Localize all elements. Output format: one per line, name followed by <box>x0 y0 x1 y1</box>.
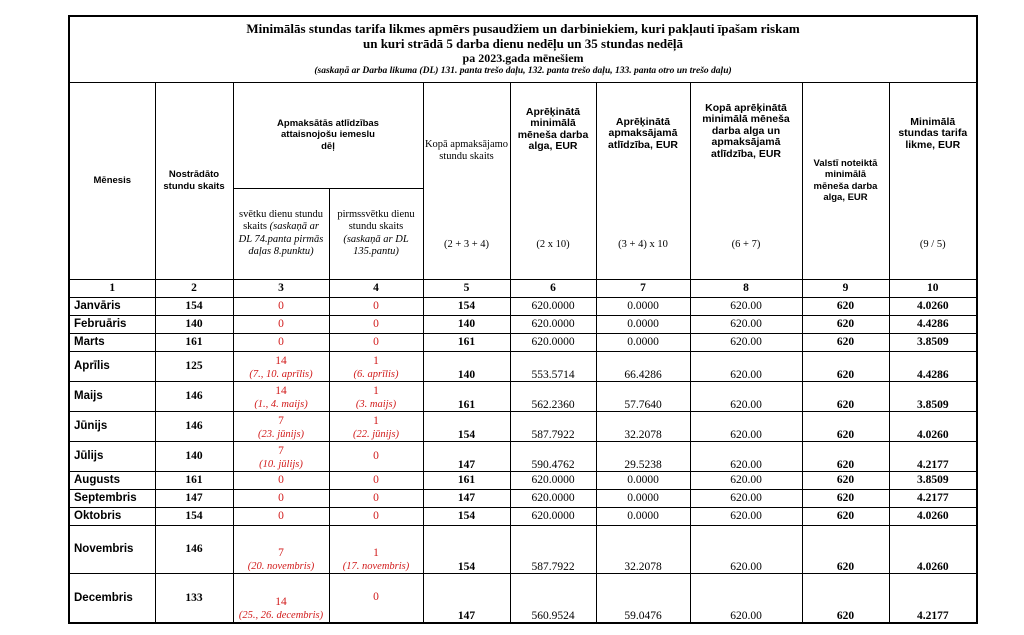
tariff-table <box>68 15 978 624</box>
header-state-min-wage: Valstī noteiktā minimālā mēneša darba alga, EUR <box>802 82 889 279</box>
header-preholiday-hours-label: pirmssvētku dienu stundu skaits <box>337 208 415 232</box>
holiday-hours-cell <box>233 411 329 441</box>
table-title <box>69 16 977 82</box>
worked-hours-cell: 161 <box>155 471 233 489</box>
total-wage-cell: 620.00 <box>690 573 802 623</box>
month-cell: Septembris <box>69 489 155 507</box>
preholiday-hours-cell-value: 1 <box>373 354 379 367</box>
calc-comp-cell: 0.0000 <box>596 333 690 351</box>
table-row <box>69 381 977 411</box>
preholiday-hours-cell-value: 1 <box>373 384 379 397</box>
calc-wage-cell: 620.0000 <box>510 315 596 333</box>
preholiday-hours-cell <box>329 573 423 623</box>
holiday-hours-cell-value: 0 <box>278 317 284 330</box>
total-hours-cell: 161 <box>423 471 510 489</box>
calc-wage-cell: 620.0000 <box>510 507 596 525</box>
total-wage-cell: 620.00 <box>690 411 802 441</box>
table-row <box>69 333 977 351</box>
month-cell: Marts <box>69 333 155 351</box>
preholiday-hours-cell <box>329 351 423 381</box>
header-total-hours <box>423 82 510 279</box>
total-hours-cell: 147 <box>423 441 510 471</box>
month-cell: Novembris <box>69 525 155 573</box>
column-number-2: 2 <box>155 279 233 297</box>
worked-hours-cell: 161 <box>155 333 233 351</box>
header-calc-wage <box>510 82 596 279</box>
calc-comp-cell: 29.5238 <box>596 441 690 471</box>
header-total-hours-label: Kopā apmaksājamo stundu skaits <box>424 138 509 162</box>
header-holiday-hours <box>233 188 329 279</box>
column-number-6: 6 <box>510 279 596 297</box>
holiday-hours-cell-value: 0 <box>278 509 284 522</box>
holiday-hours-cell-value: 14 <box>275 384 287 397</box>
min-rate-cell: 4.4286 <box>889 315 977 333</box>
title-line-4: (saskaņā ar Darba likuma (DL) 131. panta trešo daļu, 132. panta trešo daļu, 133. panta otro un trešo daļu) <box>314 65 732 76</box>
holiday-hours-cell-date-note: (23. jūnijs) <box>257 428 305 440</box>
header-calc-wage-formula: (2 x 10) <box>536 238 570 250</box>
total-hours-cell: 147 <box>423 489 510 507</box>
header-month: Mēnesis <box>69 82 155 279</box>
calc-comp-cell: 0.0000 <box>596 315 690 333</box>
holiday-hours-cell-value: 7 <box>278 546 284 559</box>
column-number-1: 1 <box>69 279 155 297</box>
month-cell: Aprīlis <box>69 351 155 381</box>
min-wage-cell: 620 <box>802 333 889 351</box>
holiday-hours-cell-value: 7 <box>278 444 284 457</box>
calc-comp-cell: 0.0000 <box>596 471 690 489</box>
min-rate-cell: 4.2177 <box>889 489 977 507</box>
title-line-3: pa 2023.gada mēnešiem <box>462 50 584 65</box>
min-wage-cell: 620 <box>802 471 889 489</box>
total-hours-cell: 140 <box>423 315 510 333</box>
min-wage-cell: 620 <box>802 441 889 471</box>
total-wage-cell: 620.00 <box>690 315 802 333</box>
header-calc-comp-formula: (3 + 4) x 10 <box>618 238 668 250</box>
header-calc-wage-label: Aprēķinātā minimālā mēneša darba alga, EUR <box>517 105 589 152</box>
total-wage-cell: 620.00 <box>690 351 802 381</box>
header-calc-comp <box>596 82 690 279</box>
total-wage-cell: 620.00 <box>690 525 802 573</box>
month-cell: Oktobris <box>69 507 155 525</box>
worked-hours-cell: 125 <box>155 351 233 381</box>
min-wage-cell: 620 <box>802 315 889 333</box>
document-sheet <box>68 15 976 624</box>
preholiday-hours-cell-date-note: (17. novembris) <box>342 560 410 572</box>
table-row <box>69 315 977 333</box>
header-paid-compensation-group: Apmaksātās atlīdzības attaisnojošu iemeslu dēļ <box>233 82 423 188</box>
table-row <box>69 471 977 489</box>
holiday-hours-cell <box>233 315 329 333</box>
holiday-hours-cell-value: 0 <box>278 299 284 312</box>
total-wage-cell: 620.00 <box>690 507 802 525</box>
calc-comp-cell: 32.2078 <box>596 525 690 573</box>
preholiday-hours-cell <box>329 441 423 471</box>
title-line-2: un kuri strādā 5 darba dienu nedēļu un 35 stundas nedēļā <box>362 35 684 51</box>
calc-comp-cell: 0.0000 <box>596 297 690 315</box>
header-min-rate <box>889 82 977 279</box>
month-cell: Jūlijs <box>69 441 155 471</box>
column-number-4: 4 <box>329 279 423 297</box>
calc-comp-cell: 66.4286 <box>596 351 690 381</box>
holiday-hours-cell-value: 14 <box>275 596 287 608</box>
preholiday-hours-cell-value: 0 <box>373 473 379 486</box>
preholiday-hours-cell <box>329 525 423 573</box>
calc-comp-cell: 32.2078 <box>596 411 690 441</box>
total-wage-cell: 620.00 <box>690 333 802 351</box>
header-total-wage-label: Kopā aprēķinātā minimālā mēneša darba alga un apmaksājamā atlīdzība, EUR <box>702 101 790 160</box>
min-rate-cell: 4.0260 <box>889 411 977 441</box>
holiday-hours-cell <box>233 471 329 489</box>
calc-wage-cell: 620.0000 <box>510 297 596 315</box>
holiday-hours-cell-date-note: (20. novembris) <box>247 560 315 572</box>
holiday-hours-cell-date-note: (1., 4. maijs) <box>254 398 308 410</box>
calc-wage-cell: 560.9524 <box>510 573 596 623</box>
column-number-10: 10 <box>889 279 977 297</box>
column-number-8: 8 <box>690 279 802 297</box>
holiday-hours-cell-value: 0 <box>278 491 284 504</box>
calc-comp-cell: 57.7640 <box>596 381 690 411</box>
min-rate-cell: 4.0260 <box>889 297 977 315</box>
total-hours-cell: 161 <box>423 333 510 351</box>
header-total-wage <box>690 82 802 279</box>
min-rate-cell: 4.4286 <box>889 351 977 381</box>
column-number-9: 9 <box>802 279 889 297</box>
holiday-hours-cell-value: 7 <box>278 414 284 427</box>
holiday-hours-cell-value: 0 <box>278 473 284 486</box>
calc-wage-cell: 553.5714 <box>510 351 596 381</box>
holiday-hours-cell <box>233 441 329 471</box>
total-wage-cell: 620.00 <box>690 297 802 315</box>
min-rate-cell: 4.2177 <box>889 573 977 623</box>
title-line-1: Minimālās stundas tarifa likmes apmērs pusaudžiem un darbiniekiem, kuri pakļauti īpašam riskam <box>246 20 800 36</box>
preholiday-hours-cell-value: 0 <box>373 509 379 522</box>
worked-hours-cell: 140 <box>155 315 233 333</box>
header-preholiday-hours <box>329 188 423 279</box>
calc-wage-cell: 587.7922 <box>510 525 596 573</box>
min-rate-cell: 4.0260 <box>889 507 977 525</box>
preholiday-hours-cell-date-note: (6. aprīlis) <box>353 368 399 380</box>
min-wage-cell: 620 <box>802 411 889 441</box>
table-row <box>69 351 977 381</box>
min-wage-cell: 620 <box>802 351 889 381</box>
total-hours-cell: 154 <box>423 507 510 525</box>
title-row <box>69 16 977 82</box>
calc-comp-cell: 0.0000 <box>596 489 690 507</box>
column-number-row <box>69 279 977 297</box>
min-wage-cell: 620 <box>802 489 889 507</box>
calc-wage-cell: 620.0000 <box>510 489 596 507</box>
preholiday-hours-cell <box>329 507 423 525</box>
total-wage-cell: 620.00 <box>690 471 802 489</box>
total-wage-cell: 620.00 <box>690 441 802 471</box>
month-cell: Augusts <box>69 471 155 489</box>
total-hours-cell: 147 <box>423 573 510 623</box>
min-wage-cell: 620 <box>802 381 889 411</box>
worked-hours-cell: 147 <box>155 489 233 507</box>
header-calc-comp-label: Aprēķinātā apmaksājamā atlīdzība, EUR <box>607 115 678 151</box>
holiday-hours-cell-value: 0 <box>278 335 284 348</box>
worked-hours-cell: 154 <box>155 297 233 315</box>
worked-hours-cell: 146 <box>155 381 233 411</box>
preholiday-hours-cell-value: 1 <box>373 546 379 559</box>
preholiday-hours-cell <box>329 411 423 441</box>
total-wage-cell: 620.00 <box>690 489 802 507</box>
total-hours-cell: 161 <box>423 381 510 411</box>
holiday-hours-cell <box>233 507 329 525</box>
table-row <box>69 573 977 623</box>
header-worked-hours: Nostrādāto stundu skaits <box>155 82 233 279</box>
table-row <box>69 441 977 471</box>
preholiday-hours-cell-value: 0 <box>373 299 379 312</box>
header-holiday-hours-label: svētku dienu stundu skaits <box>239 208 323 232</box>
preholiday-hours-cell-value: 0 <box>373 317 379 330</box>
min-rate-cell: 3.8509 <box>889 381 977 411</box>
min-wage-cell: 620 <box>802 573 889 623</box>
holiday-hours-cell <box>233 573 329 623</box>
min-rate-cell: 4.0260 <box>889 525 977 573</box>
holiday-hours-cell <box>233 525 329 573</box>
preholiday-hours-cell-date-note: (22. jūnijs) <box>352 428 400 440</box>
header-holiday-hours-note: (saskaņā ar DL 74.panta pirmās daļas 8.punktu) <box>238 221 324 257</box>
column-number-3: 3 <box>233 279 329 297</box>
preholiday-hours-cell <box>329 315 423 333</box>
preholiday-hours-cell-date-note: (3. maijs) <box>355 398 397 410</box>
holiday-hours-cell <box>233 351 329 381</box>
calc-wage-cell: 620.0000 <box>510 471 596 489</box>
preholiday-hours-cell <box>329 297 423 315</box>
table-row <box>69 507 977 525</box>
preholiday-hours-cell-value: 0 <box>373 591 379 604</box>
header-total-wage-formula: (6 + 7) <box>731 238 761 250</box>
min-wage-cell: 620 <box>802 525 889 573</box>
min-rate-cell: 3.8509 <box>889 471 977 489</box>
header-min-rate-formula: (9 / 5) <box>919 238 946 250</box>
worked-hours-cell: 154 <box>155 507 233 525</box>
header-total-hours-formula: (2 + 3 + 4) <box>443 238 490 250</box>
header-preholiday-hours-note: (saskaņā ar DL 135.pantu) <box>343 233 409 257</box>
min-wage-cell: 620 <box>802 507 889 525</box>
holiday-hours-cell-date-note: (25., 26. decembris) <box>238 610 324 621</box>
column-number-7: 7 <box>596 279 690 297</box>
holiday-hours-cell <box>233 381 329 411</box>
holiday-hours-cell-date-note: (10. jūlijs) <box>259 458 303 470</box>
total-hours-cell: 140 <box>423 351 510 381</box>
preholiday-hours-cell <box>329 471 423 489</box>
total-hours-cell: 154 <box>423 297 510 315</box>
calc-wage-cell: 590.4762 <box>510 441 596 471</box>
total-hours-cell: 154 <box>423 525 510 573</box>
month-cell: Maijs <box>69 381 155 411</box>
worked-hours-cell: 140 <box>155 441 233 471</box>
worked-hours-cell: 146 <box>155 411 233 441</box>
header-row-1 <box>69 82 977 188</box>
worked-hours-cell: 146 <box>155 525 233 573</box>
calc-comp-cell: 59.0476 <box>596 573 690 623</box>
calc-comp-cell: 0.0000 <box>596 507 690 525</box>
preholiday-hours-cell-value: 1 <box>373 414 379 427</box>
holiday-hours-cell <box>233 297 329 315</box>
preholiday-hours-cell-value: 0 <box>373 335 379 348</box>
table-row <box>69 297 977 315</box>
holiday-hours-cell-value: 14 <box>275 354 287 367</box>
header-min-rate-label: Minimālā stundas tarifa likme, EUR <box>898 115 968 151</box>
month-cell: Janvāris <box>69 297 155 315</box>
month-cell: Decembris <box>69 573 155 623</box>
calc-wage-cell: 620.0000 <box>510 333 596 351</box>
preholiday-hours-cell <box>329 333 423 351</box>
table-row <box>69 525 977 573</box>
column-number-5: 5 <box>423 279 510 297</box>
table-row <box>69 411 977 441</box>
preholiday-hours-cell-value: 0 <box>373 491 379 504</box>
holiday-hours-cell-date-note: (7., 10. aprīlis) <box>249 368 313 380</box>
holiday-hours-cell <box>233 333 329 351</box>
calc-wage-cell: 562.2360 <box>510 381 596 411</box>
calc-wage-cell: 587.7922 <box>510 411 596 441</box>
month-cell: Februāris <box>69 315 155 333</box>
min-wage-cell: 620 <box>802 297 889 315</box>
min-rate-cell: 3.8509 <box>889 333 977 351</box>
table-row <box>69 489 977 507</box>
preholiday-hours-cell <box>329 381 423 411</box>
total-hours-cell: 154 <box>423 411 510 441</box>
worked-hours-cell: 133 <box>155 573 233 623</box>
preholiday-hours-cell-value: 0 <box>373 449 379 462</box>
total-wage-cell: 620.00 <box>690 381 802 411</box>
month-cell: Jūnijs <box>69 411 155 441</box>
preholiday-hours-cell <box>329 489 423 507</box>
min-rate-cell: 4.2177 <box>889 441 977 471</box>
holiday-hours-cell <box>233 489 329 507</box>
